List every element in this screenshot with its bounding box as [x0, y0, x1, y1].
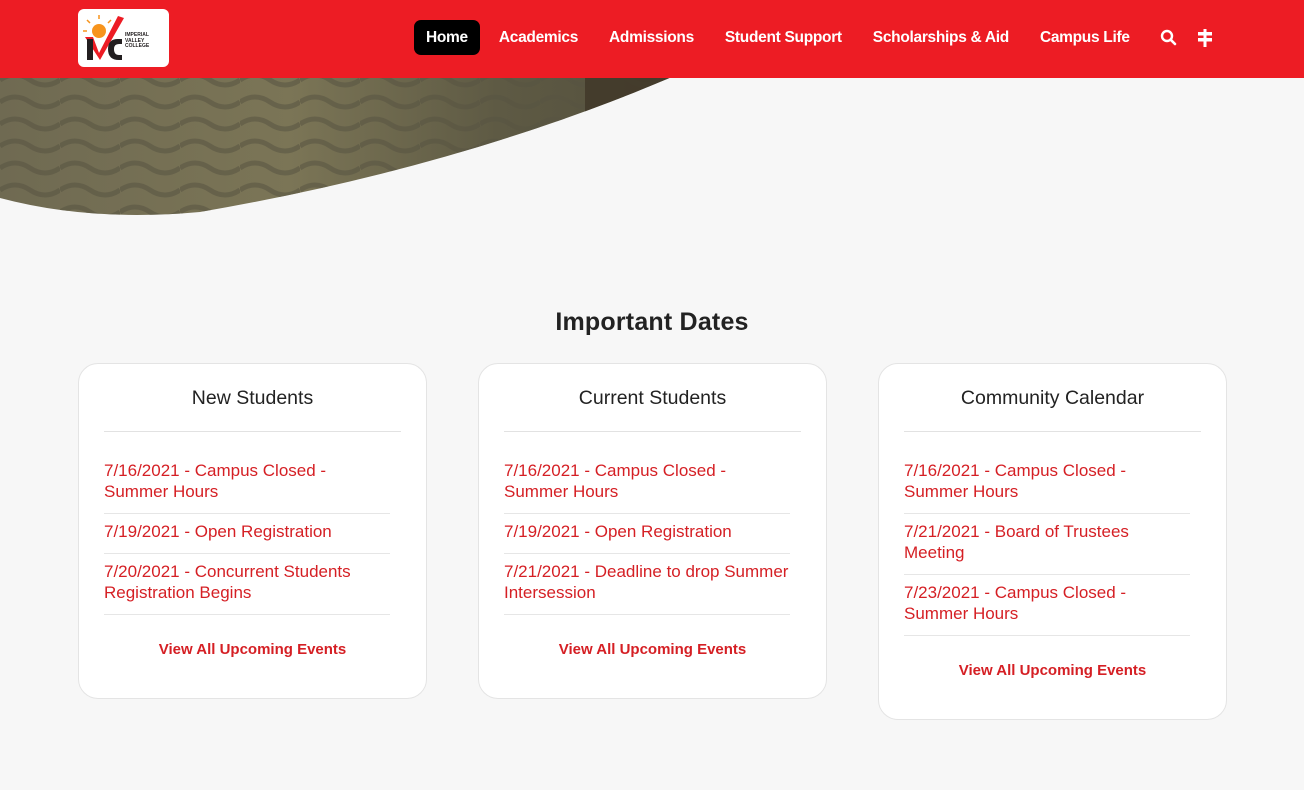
event-list: [904, 453, 1190, 636]
nav-academics[interactable]: Academics: [498, 29, 579, 46]
event-link[interactable]: 7/21/2021 - Board of Trustees Meeting: [904, 514, 1190, 575]
event-link[interactable]: 7/19/2021 - Open Registration: [504, 514, 790, 554]
event-link[interactable]: 7/16/2021 - Campus Closed - Summer Hours: [104, 453, 390, 514]
logo-text: IMPERIAL VALLEY COLLEGE: [125, 32, 150, 49]
college-logo[interactable]: [78, 9, 169, 67]
event-link[interactable]: 7/19/2021 - Open Registration: [104, 514, 390, 554]
nav-admissions[interactable]: Admissions: [609, 29, 694, 46]
card-current-students: [478, 363, 827, 699]
view-all-events-link[interactable]: View All Upcoming Events: [158, 641, 347, 658]
event-link[interactable]: 7/23/2021 - Campus Closed - Summer Hours: [904, 575, 1190, 636]
nav-campus-life[interactable]: Campus Life: [1039, 29, 1130, 46]
main-nav: [414, 20, 1221, 55]
event-list: [104, 453, 390, 615]
nav-student-support[interactable]: Student Support: [724, 29, 842, 46]
nav-home[interactable]: Home: [414, 20, 480, 55]
event-link[interactable]: 7/16/2021 - Campus Closed - Summer Hours: [504, 453, 790, 514]
view-all-events-link[interactable]: View All Upcoming Events: [958, 662, 1147, 679]
view-all-events-link[interactable]: View All Upcoming Events: [558, 641, 747, 658]
event-link[interactable]: 7/20/2021 - Concurrent Students Registration Begins: [104, 554, 390, 615]
card-title: Community Calendar: [904, 364, 1201, 432]
card-new-students: [78, 363, 427, 699]
event-link[interactable]: 7/21/2021 - Deadline to drop Summer Intersession: [504, 554, 790, 615]
card-community-calendar: [878, 363, 1227, 720]
signpost-menu-icon[interactable]: [1189, 20, 1221, 55]
event-list: [504, 453, 790, 615]
search-icon[interactable]: [1153, 20, 1185, 55]
card-title: New Students: [104, 364, 401, 432]
top-navbar: [0, 0, 1304, 78]
event-link[interactable]: 7/16/2021 - Campus Closed - Summer Hours: [904, 453, 1190, 514]
section-title: Important Dates: [555, 308, 749, 336]
card-title: Current Students: [504, 364, 801, 432]
nav-scholarships-aid[interactable]: Scholarships & Aid: [872, 29, 1009, 46]
